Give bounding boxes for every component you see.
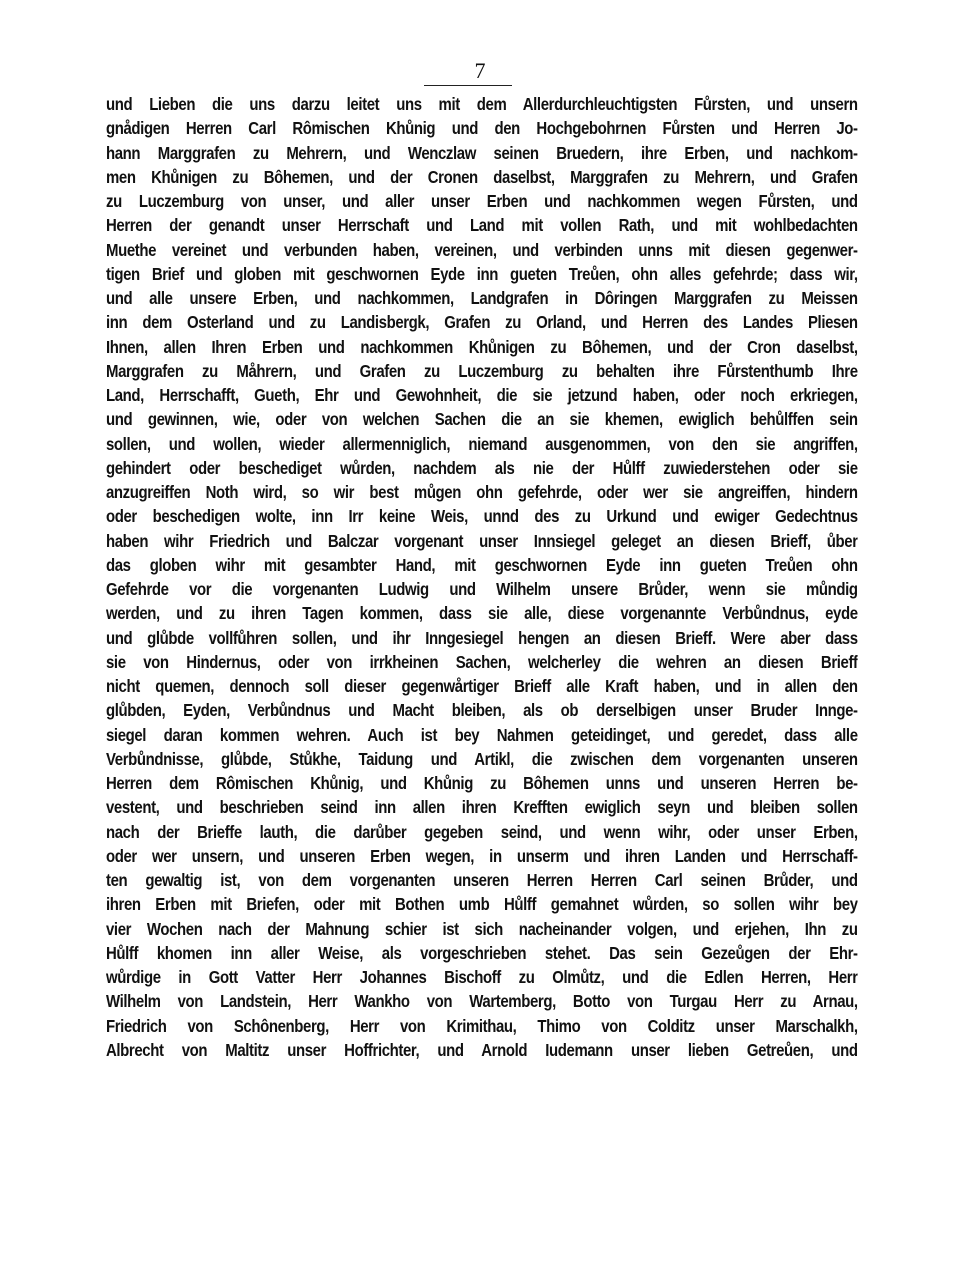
text-line: men Khůnigen zu Bôhemen, und der Cronen daselbst, Marggrafen zu Mehrern, und Grafen	[106, 166, 858, 187]
text-line: inn dem Osterland und zu Landisbergk, Grafen zu Orland, und Herren des Landes Pliesen	[106, 312, 858, 333]
text-line: Friedrich von Schônenberg, Herr von Krimithau, Thimo von Colditz unser Marschalkh,	[106, 1015, 858, 1036]
text-line: tigen Brief und globen mit geschwornen Eyde inn gueten Treůen, ohn alles gefehrde; dass wir,	[106, 263, 858, 284]
text-line: nicht quemen, dennoch soll dieser gegenwårtiger Brieff alle Kraft haben, und in allen den	[106, 676, 858, 696]
header-rule	[424, 85, 512, 86]
text-line: Land, Herrschafft, Gueth, Ehr und Gewohnheit, die sie jetzund haben, oder noch erkriegen,	[106, 385, 858, 405]
text-line: siegel daran kommen wehren. Auch ist bey Nahmen geteidinget, und geredet, dass alle	[106, 724, 858, 745]
text-line: Gefehrde vor die vorgenanten Ludwig und Wilhelm unsere Brůder, wenn sie můndig	[106, 579, 858, 599]
text-line: Wilhelm von Landstein, Herr Wankho von Wartemberg, Botto von Turgau Herr zu Arnau,	[106, 991, 858, 1012]
text-line: hann Marggrafen zu Mehrern, und Wenczlaw seinen Bruedern, ihre Erben, und nachkom-	[106, 142, 858, 163]
text-line: ihren Erben mit Briefen, oder mit Bothen umb Hůlff gemahnet wůrden, so sollen wihr bey	[106, 894, 858, 915]
text-line: zu Luczemburg von unser, und aller unser Erben und nachkommen wegen Fůrsten, und	[106, 191, 858, 211]
text-line: sie von Hindernus, oder von irrkheinen Sachen, welcherley die wehren an diesen Brieff	[106, 651, 858, 672]
text-line: und glůbde vollfůhren sollen, und ihr Inngesiegel hengen an diesen Brieff. Were aber dass	[106, 627, 858, 648]
text-line: nach der Brieffe lauth, die darůber gegeben seind, und wenn wihr, oder unser Erben,	[106, 821, 858, 842]
text-line: vier Wochen nach der Mahnung schier ist sich nacheinander volgen, und erjehen, Ihn zu	[106, 918, 858, 939]
text-line: und alle unsere Erben, und nachkommen, Landgrafen in Dôringen Marggrafen zu Meissen	[106, 288, 858, 308]
text-line: oder beschedigen wolte, inn Irr keine Weis, unnd des zu Urkund und ewiger Gedechtnus	[106, 506, 858, 527]
text-line: oder wer unsern, und unseren Erben wegen, in unserm und ihren Landen und Herrschaff-	[106, 845, 858, 866]
text-line: sollen, und wollen, wieder allermenniglich, niemand ausgenommen, von den sie angriffen,	[106, 433, 858, 454]
text-line: und Lieben die uns darzu leitet uns mit dem Allerdurchleuchtigsten Fůrsten, und unsern	[106, 94, 858, 114]
text-line: haben wihr Friedrich und Balczar vorgenant unser Innsiegel geleget an diesen Brieff, ůber	[106, 530, 858, 551]
text-line: Albrecht von Maltitz unser Hoffrichter, und Arnold Iudemann unser lieben Getreůen, und	[106, 1039, 858, 1060]
text-line: und gewinnen, wie, oder von welchen Sachen die an sie khemen, ewiglich behůlffen sein	[106, 409, 858, 430]
text-line: gehindert oder beschediget wůrden, nachdem als nie der Hůlff zuwiederstehen oder sie	[106, 457, 858, 478]
text-line: Hůlff khomen inn aller Weise, als vorgeschrieben stehet. Das sein Gezeůgen der Ehr-	[106, 942, 858, 963]
text-line: werden, und zu ihren Tagen kommen, dass sie alle, diese vorgenannte Verbůndnus, eyde	[106, 603, 858, 624]
text-line: Herren der genandt unser Herrschaft und Land mit vollen Rath, und mit wohlbedachten	[106, 215, 858, 236]
text-line: Verbůndnisse, glůbde, Stůkhe, Taidung und Artikl, die zwischen dem vorgenanten unseren	[106, 748, 858, 769]
text-line: das globen wihr mit gesambter Hand, mit geschwornen Eyde inn gueten Treůen ohn	[106, 554, 858, 575]
text-line: Muethe vereinet und verbunden haben, vereinen, und verbinden unns mit diesen gegenwer-	[106, 239, 858, 260]
text-line: ten gewaltig ist, von dem vorgenanten unseren Herren Herren Carl seinen Brůder, und	[106, 870, 858, 890]
text-line: wůrdige in Gott Vatter Herr Johannes Bischoff zu Olmůtz, und die Edlen Herren, Herr	[106, 967, 858, 987]
text-line: gnådigen Herren Carl Rômischen Khůnig und den Hochgebohrnen Fůrsten und Herren Jo-	[106, 118, 858, 139]
text-line: vestent, und beschrieben seind inn allen ihren Krefften ewiglich seyn und bleiben sollen	[106, 797, 858, 818]
page-number: 7	[474, 58, 486, 83]
text-line: Ihnen, allen Ihren Erben und nachkommen Khůnigen zu Bôhemen, und der Cron daselbst,	[106, 336, 858, 357]
body-text	[106, 92, 858, 1062]
text-line: Herren dem Rômischen Khůnig, und Khůnig zu Bôhemen unns und unseren Herren be-	[106, 773, 858, 793]
text-line: anzugreiffen Noth wird, so wir best můgen ohn gefehrde, oder wer sie angreiffen, hindern	[106, 482, 858, 502]
text-line: glůbden, Eyden, Verbůndnus und Macht bleiben, als ob derselbigen unser Bruder Innge-	[106, 700, 858, 721]
text-line: Marggrafen zu Måhrern, und Grafen zu Luczemburg zu behalten ihre Fůrstenthumb Ihre	[106, 360, 858, 381]
